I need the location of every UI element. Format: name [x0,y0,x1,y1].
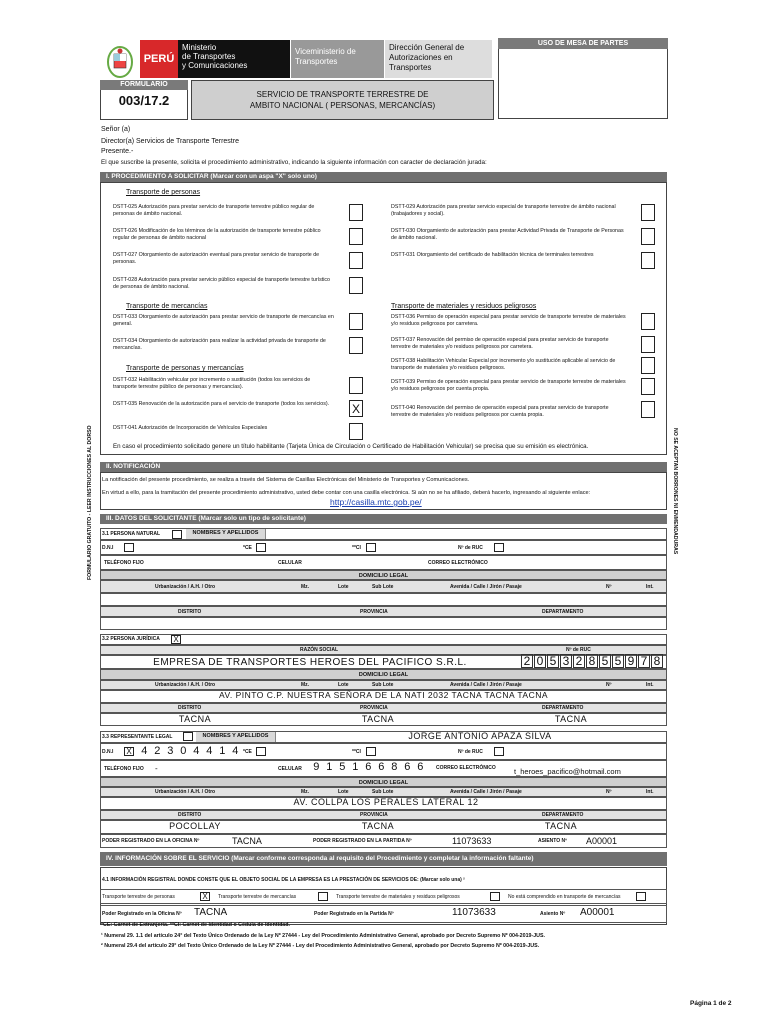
cel-digit: 6 [404,761,411,773]
checkbox-dstt-033[interactable] [349,313,363,330]
pn-dni-label: D.N.I [102,545,114,551]
peru-logo: PERÚ [140,40,178,78]
pn-ce-checkbox[interactable] [256,543,266,552]
rl-col-lote: Lote [338,789,349,795]
pj-razon-value[interactable]: EMPRESA DE TRANSPORTES HEROES DEL PACIFICO S.R.L. [153,657,467,668]
pj-label: 3.2 PERSONA JURÍDICA [102,636,160,642]
proc-dstt-038: DSTT-038 Habilitación Vehicular Especial por incremento y/o sustitución aplicable al servicio de transporte de materiales y/o residuos peligrosos. [391,358,616,371]
proc-dstt-037: DSTT-037 Renovación del permiso de operación especial para prestar servicio de transporte terrestre de materiales y/o residuos peligrosos por carretera. [391,337,609,350]
pn-address-row[interactable] [100,593,667,606]
rl-provincia-label: PROVINCIA [360,812,388,818]
proc-dstt-031: DSTT-031 Otorgamiento del certificado de habilitación técnica de terminales terrestres [391,252,594,258]
rl-asiento-label: ASIENTO Nº [538,838,567,844]
proc-dstt-030: DSTT-030 Otorgamiento de autorización para prestar Actividad Privada de Transporte de Personas de ámbito nacional. [391,228,624,241]
pj-distrito-label: DISTRITO [178,705,202,711]
rl-col-avenida: Avenida / Calle / Jirón / Pasaje [450,789,522,795]
proc-dstt-025: DSTT-025 Autorización para prestar servicio de transporte terrestre público regular de personas de ámbito nacional. [113,204,315,217]
checkbox-dstt-026[interactable] [349,228,363,245]
proc-dstt-029: DSTT-029 Autorización para prestar servicio especial de transporte terrestre de ámbito nacional (trabajadores y social). [391,204,616,217]
pn-col-urb: Urbanización / A.H. / Otro [155,584,216,590]
cel-digit: 1 [326,761,333,773]
dni-digit: 4 [141,745,148,757]
checkbox-dstt-040[interactable] [641,401,655,418]
rl-dni-checkbox[interactable]: X [124,747,134,756]
section-3-title: III. DATOS DEL SOLICITANTE (Marcar solo un tipo de solicitante) [100,514,667,524]
pj-razon-label: RAZÓN SOCIAL [300,647,339,653]
ruc-digit: 5 [547,654,559,668]
heading-personas: Transporte de personas [126,189,201,196]
pn-location-row[interactable] [100,617,667,630]
pn-row-3 [100,555,667,570]
checkbox-dstt-029[interactable] [641,204,655,221]
pn-dni-checkbox[interactable] [124,543,134,552]
pn-ruc-checkbox[interactable] [494,543,504,552]
rl-cel-label: CELULAR [278,766,302,772]
ruc-digit: 5 [612,654,624,668]
formulario-number: 003/17.2 [118,93,170,108]
greeting: Señor (a) [101,126,131,133]
opt-materiales-checkbox[interactable] [490,892,500,901]
sec4-asiento-value[interactable]: A00001 [580,907,615,918]
rl-dni-digits[interactable] [138,745,242,759]
service-title: SERVICIO DE TRANSPORTE TERRESTRE DE AMBITO NACIONAL ( PERSONAS, MERCANCÍAS) [191,80,494,120]
checkbox-dstt-036[interactable] [641,313,655,330]
rl-departamento-value[interactable]: TACNA [544,821,578,831]
rl-name-value[interactable]: JORGE ANTONIO APAZA SILVA [408,731,552,741]
rl-email-value[interactable]: t_heroes_pacifico@hotmail.com [514,767,621,776]
pj-departamento-value[interactable]: TACNA [554,714,588,724]
rl-domicilio-header: DOMICILIO LEGAL [100,777,667,787]
pn-cel-label: CELULAR [278,560,302,566]
coat-of-arms-icon [101,44,139,80]
pj-checkbox[interactable]: X [171,635,181,644]
rl-address-value[interactable]: AV. COLLPA LOS PERALES LATERAL 12 [293,797,479,807]
cel-digit: 6 [365,761,372,773]
checkbox-dstt-031[interactable] [641,252,655,269]
rl-col-no: Nº [606,789,612,795]
pn-col-avenida: Avenida / Calle / Jirón / Pasaje [450,584,522,590]
rl-ci-label: **CI [352,749,361,755]
checkbox-dstt-032[interactable] [349,377,363,394]
pn-label: 3.1 PERSONA NATURAL [102,531,161,537]
opt-mercancias-checkbox[interactable] [318,892,328,901]
pn-correo-label: CORREO ELECTRÓNICO [428,560,488,566]
rl-ruc-label: Nº de RUC [458,749,483,755]
sec4-partida-value[interactable]: 11073633 [452,907,496,918]
rl-col-mz: Mz. [301,789,310,795]
pj-address-value[interactable]: AV. PINTO C.P. NUESTRA SEÑORA DE LA NATI 2032 TACNA TACNA TACNA [218,690,549,700]
footnote-1: *CE: Carnet de Extranjería. **CI: Carnet de Identidad o Cédula de Identidad. [101,922,290,928]
rl-correo-label: CORREO ELECTRÓNICO [436,765,496,771]
pj-ruc-digits[interactable] [521,654,667,668]
pn-checkbox[interactable] [172,530,182,539]
rl-poder-partida-label: PODER REGISTRADO EN LA PARTIDA Nº [313,838,412,844]
opt-no-comprendido-label: No está comprendido en transporte de mercancías [508,894,621,900]
proc-dstt-032: DSTT-032 Habilitación vehicular por incremento o sustitución (todos los servicios de transporte terrestre público de personas y mercancías). [113,377,311,390]
opt-materiales-label: Transporte terrestre de materiales y residuos peligrosos [336,894,460,900]
casilla-link[interactable]: http://casilla.mtc.gob.pe/ [330,497,422,507]
notification-text-1: La notificación del presente procedimiento, se realiza a través del Sistema de Casillas Electrónicas del Ministerio de Transportes y Comunicaciones. [102,477,470,483]
ministry-label: Ministerio de Transportes y Comunicaciones [178,40,290,78]
pj-col-avenida: Avenida / Calle / Jirón / Pasaje [450,682,522,688]
rl-ruc-checkbox[interactable] [494,747,504,756]
opt-mercancias-label: Transporte terrestre de mercancías [218,894,297,900]
heading-personas-mercancias: Transporte de personas y mercancías [126,365,244,372]
mesa-partes-title: USO DE MESA DE PARTES [498,38,668,49]
rl-col-urb: Urbanización / A.H. / Otro [155,789,216,795]
ruc-digit: 5 [599,654,611,668]
pj-col-mz: Mz. [301,682,310,688]
cel-digit: 6 [417,761,424,773]
pj-col-int: Int. [646,682,654,688]
proc-dstt-034: DSTT-034 Otorgamiento de autorización para realizar la actividad privada de transporte de mercancías. [113,338,326,351]
rl-label: 3.3 REPRESENTANTE LEGAL [102,734,173,740]
addressee: Director(a) Servicios de Transporte Terrestre [101,138,239,145]
pn-ce-label: *CE [243,545,252,551]
rl-col-sublote: Sub Lote [372,789,394,795]
pj-provincia-label: PROVINCIA [360,705,388,711]
pn-col-mz: Mz. [301,584,310,590]
sec4-partida-label: Poder Registrado en la Partida Nº [314,911,394,917]
pn-departamento-label: DEPARTAMENTO [542,609,584,615]
ruc-digit: 3 [560,654,572,668]
proc-dstt-035: DSTT-035 Renovación de la autorización para el servicio de transporte (todos los servicios). [113,401,330,407]
pn-col-sublote: Sub Lote [372,584,394,590]
cel-digit: 8 [391,761,398,773]
rl-distrito-value[interactable]: POCOLLAY [169,821,221,831]
rl-dni-label: D.N.I [102,749,114,755]
proc-dstt-033: DSTT-033 Otorgamiento de autorización para prestar servicio de transporte de mercancías en general. [113,314,334,327]
heading-mercancias: Transporte de mercancías [126,303,208,310]
rl-poder-oficina-value[interactable]: TACNA [232,836,262,846]
ruc-digit: 8 [586,654,598,668]
checkbox-dstt-025[interactable] [349,204,363,221]
rl-col-int: Int. [646,789,654,795]
pn-col-no: Nº [606,584,612,590]
footnote-3: ² Numeral 29.4 del artículo 29° del Texto Único Ordenado de la Ley Nº 27444 - Ley del Procedimiento Administrativo General, aprobado por Decreto Supremo Nº 004-2019-JUS. [101,943,540,949]
pj-domicilio-header: DOMICILIO LEGAL [100,669,667,680]
rl-provincia-value[interactable]: TACNA [361,821,395,831]
pn-ci-checkbox[interactable] [366,543,376,552]
side-text-right: NO SE ACEPTAN BORRONES NI ENMENDADURAS [672,428,678,555]
section-4-sub: 4.1 INFORMACIÓN REGISTRAL DONDE CONSTE QUE EL OBJETO SOCIAL DE LA EMPRESA ES LA PRESTACIÓN DE SERVICIOS DE: (Marcar solo una) ² [102,877,465,883]
dni-digit: 4 [206,745,213,757]
section-4-title: IV. INFORMACIÓN SOBRE EL SERVICIO (Marcar conforme corresponda al requisito del Procedimiento y completar la información faltante) [100,852,667,866]
opt-personas-checkbox[interactable]: X [200,892,210,901]
sec4-oficina-value[interactable]: TACNA [194,907,228,918]
proc-dstt-041: DSTT-041 Autorización de Incorporación de Vehículos Especiales [113,425,268,431]
proc-dstt-028: DSTT-028 Autorización para prestar servicio público especial de transporte terrestre turístico de personas de ámbito nacional. [113,277,330,290]
proc-dstt-040: DSTT-040 Renovación del permiso de operación especial para prestar servicio de transporte terrestre de materiales y/o residuos peligrosos por cuenta propia. [391,405,609,418]
checkbox-dstt-034[interactable] [349,337,363,354]
rl-ce-checkbox[interactable] [256,747,266,756]
pn-nombres-header: NOMBRES Y APELLIDOS [186,529,266,539]
checkbox-dstt-028[interactable] [349,277,363,294]
checkbox-dstt-039[interactable] [641,378,655,395]
pn-tel-label: TELÉFONO FIJO [104,560,144,566]
cel-digit: 9 [313,761,320,773]
cel-digit: 6 [378,761,385,773]
pj-departamento-label: DEPARTAMENTO [542,705,584,711]
rl-asiento-value[interactable]: A00001 [586,836,618,846]
pn-domicilio-header: DOMICILIO LEGAL [100,570,667,580]
cel-digit: 5 [339,761,346,773]
dni-digit: 0 [180,745,187,757]
proc-dstt-039: DSTT-039 Permiso de operación especial para prestar servicio de transporte terrestre de materiales y/o residuos peligrosos por cuenta propia. [391,379,626,392]
checkbox-dstt-035[interactable]: X [349,400,363,417]
rl-ce-label: *CE [243,749,252,755]
pj-col-lote: Lote [338,682,349,688]
presente: Presente.- [101,148,134,155]
dni-digit: 3 [167,745,174,757]
dni-digit: 4 [232,745,239,757]
pj-col-no: Nº [606,682,612,688]
sec4-asiento-label: Asiento Nº [540,911,566,917]
checkbox-dstt-027[interactable] [349,252,363,269]
dni-digit: 1 [219,745,226,757]
direccion-label: Dirección General de Autorizaciones en Transportes [385,40,492,78]
section-2-title: II. NOTIFICACIÓN [100,462,667,472]
pn-col-int: Int. [646,584,654,590]
heading-materiales: Transporte de materiales y residuos peligrosos [391,303,537,310]
proc-dstt-036: DSTT-036 Permiso de operación especial para prestar servicio de transporte terrestre de materiales y/o residuos peligrosos por carretera. [391,314,626,327]
ruc-digit: 0 [534,654,546,668]
notification-text-2: En virtud a ello, para la tramitación del presente procedimiento administrativo, usted debe contar con una casilla electrónica. Si aún no se ha afiliado, deberá hacerlo, ingresando al siguiente enlace: [102,490,591,496]
rl-ci-checkbox[interactable] [366,747,376,756]
rl-distrito-label: DISTRITO [178,812,202,818]
opt-no-comprendido-checkbox[interactable] [636,892,646,901]
ruc-digit: 9 [625,654,637,668]
pj-row-1 [100,634,667,645]
checkbox-dstt-041[interactable] [349,423,363,440]
dni-digit: 4 [193,745,200,757]
pn-row-2 [100,540,667,555]
section-1-note: En caso el procedimiento solicitado genere un título habilitante (Tarjeta Única de Circulación o Certificado de Habilitación Vehicular) se precisa que su emisión es electrónica. [113,443,589,450]
proc-dstt-027: DSTT-027 Otorgamiento de autorización eventual para prestar servicio de transporte de personas. [113,252,320,265]
pj-provincia-value[interactable]: TACNA [361,714,395,724]
ruc-digit: 7 [638,654,650,668]
ruc-digit: 8 [651,654,663,668]
checkbox-dstt-030[interactable] [641,228,655,245]
pn-distrito-label: DISTRITO [178,609,202,615]
rl-cel-digits[interactable] [310,761,427,775]
rl-tel-value[interactable]: - [155,764,158,773]
rl-departamento-label: DEPARTAMENTO [542,812,584,818]
pj-col-sublote: Sub Lote [372,682,394,688]
proc-dstt-026: DSTT-026 Modificación de los términos de la autorización de transporte terrestre público regular de personas de ámbito nacional [113,228,321,241]
rl-tel-label: TELÉFONO FIJO [104,766,144,772]
footnote-2: ¹ Numeral 29. 1.1 del artículo 24° del Texto Único Ordenado de la Ley Nº 27444 - Ley del Procedimiento Administrativo General, aprobado por Decreto Supremo Nº 004-2019-JUS. [101,933,545,939]
viceministry-label: Viceministerio de Transportes [291,40,384,78]
side-text-left: FORMULARIO GRATUITO - LEER INSTRUCCIONES AL DORSO [87,425,93,580]
pj-distrito-value[interactable]: TACNA [178,714,212,724]
pj-col-urb: Urbanización / A.H. / Otro [155,682,216,688]
pn-col-lote: Lote [338,584,349,590]
pj-ruc-label: Nº de RUC [566,647,591,653]
pn-provincia-label: PROVINCIA [360,609,388,615]
ruc-digit: 2 [573,654,585,668]
checkbox-dstt-037[interactable] [641,336,655,353]
rl-poder-partida-value[interactable]: 11073633 [452,836,492,846]
rl-nombres-header: NOMBRES Y APELLIDOS [196,732,276,742]
ruc-digit: 2 [521,654,533,668]
rl-poder-oficina-label: PODER REGISTRADO EN LA OFICINA Nº [102,838,200,844]
sec4-oficina-label: Poder Registrado en la Oficina Nº [102,911,182,917]
mesa-partes-box [498,38,668,119]
opt-personas-label: Transporte terrestre de personas [102,894,175,900]
cel-digit: 1 [352,761,359,773]
section-1-title: I. PROCEDIMIENTO A SOLICITAR (Marcar con un aspa "X" solo uno) [100,172,667,182]
rl-checkbox[interactable] [183,732,193,741]
checkbox-dstt-038[interactable] [641,357,655,374]
dni-digit: 2 [154,745,161,757]
formulario-label: FORMULARIO [100,80,188,90]
pn-ci-label: **CI [352,545,361,551]
intro-text: El que suscribe la presente, solicita el procedimiento administrativo, indicando la siguiente información con caracter de declaración jurada: [101,159,487,166]
pn-ruc-label: Nº de RUC [458,545,483,551]
page-number: Página 1 de 2 [690,1000,732,1007]
